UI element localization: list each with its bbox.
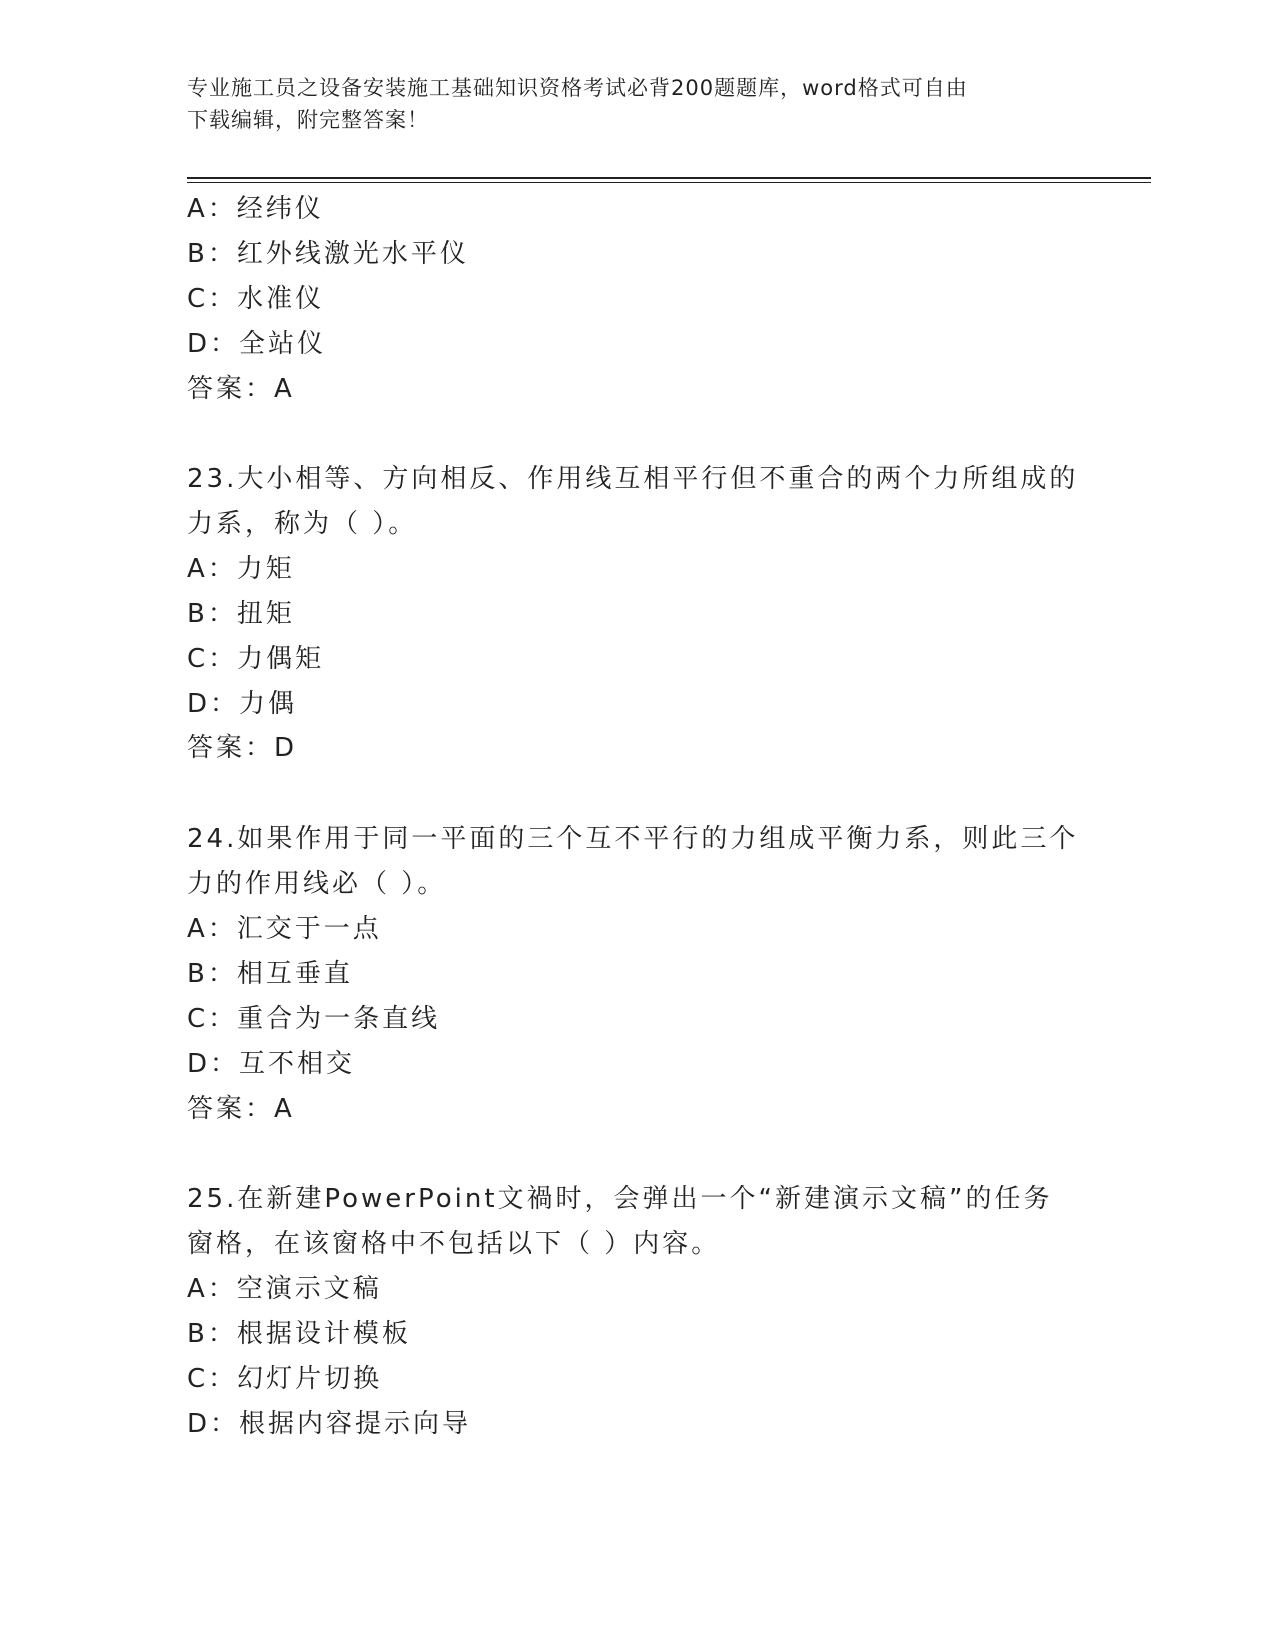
q25-option-a: A：空演示文稿 (187, 1274, 382, 1304)
q22-option-a: A：经纬仪 (187, 194, 324, 224)
q22-option-b: B：红外线激光水平仪 (187, 239, 469, 269)
header-line-1: 专业施工员之设备安装施工基础知识资格考试必背200题题库，word格式可自由 (187, 76, 968, 100)
header-line-2: 下载编辑，附完整答案！ (187, 108, 429, 132)
q24-option-b: B：相互垂直 (187, 959, 353, 989)
q22-answer: 答案：A (187, 374, 295, 404)
q24-question-line-1: 24.如果作用于同一平面的三个互不平行的力组成平衡力系，则此三个 (187, 824, 1079, 854)
q23-option-b: B：扭矩 (187, 599, 295, 629)
q25-question-line-1: 25.在新建PowerPoint文禍时，会弹出一个“新建演示文稿”的任务 (187, 1184, 1053, 1214)
q23-question-line-2: 力系，称为（ ）。 (187, 509, 418, 539)
q23-option-d: D：力偶 (187, 689, 298, 719)
document-header (187, 72, 1067, 136)
q23-option-a: A：力矩 (187, 554, 295, 584)
header-divider-thin (187, 182, 1151, 183)
q23-option-c: C：力偶矩 (187, 644, 325, 674)
header-divider-thick (187, 177, 1151, 179)
q24-option-a: A：汇交于一点 (187, 914, 382, 944)
q22-option-d: D：全站仪 (187, 329, 327, 359)
q24-answer: 答案：A (187, 1094, 295, 1124)
q25-option-d: D：根据内容提示向导 (187, 1409, 472, 1439)
q22-option-c: C：水准仪 (187, 284, 325, 314)
q23-question-line-1: 23.大小相等、方向相反、作用线互相平行但不重合的两个力所组成的 (187, 464, 1079, 494)
q25-option-b: B：根据设计模板 (187, 1319, 411, 1349)
q25-option-c: C：幻灯片切换 (187, 1364, 383, 1394)
q24-question-line-2: 力的作用线必（ ）。 (187, 869, 447, 899)
q24-option-c: C：重合为一条直线 (187, 1004, 441, 1034)
q24-option-d: D：互不相交 (187, 1049, 356, 1079)
q23-answer: 答案：D (187, 733, 298, 763)
q25-question-line-2: 窗格，在该窗格中不包括以下（ ）内容。 (187, 1229, 721, 1259)
